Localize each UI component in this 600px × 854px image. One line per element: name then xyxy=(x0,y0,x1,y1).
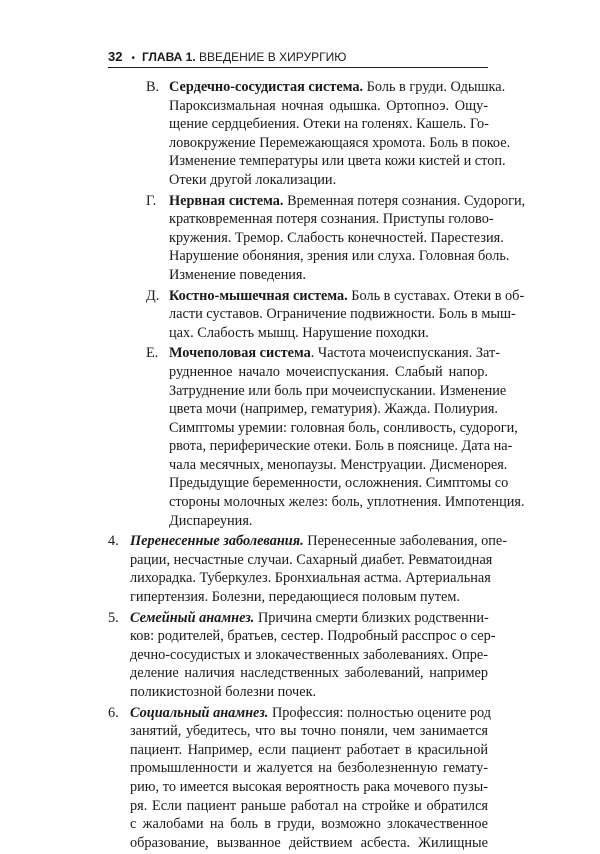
item-label: Социальный анамнез. xyxy=(130,704,269,721)
item-marker: 6. xyxy=(108,704,119,721)
item-text: Нервная система. Временная потеря сознания. Судороги, кратковременная потеря сознания. Приступы голово- кружения. Тремор. Слабость конечностей. Парестезия. Нарушение обоняния, зрения или слуха. Головная боль. Изменение поведения. xyxy=(169,192,526,283)
list-item-cardiovascular xyxy=(108,78,511,190)
item-marker: В. xyxy=(146,79,160,95)
list-item-nervous xyxy=(108,192,526,285)
item-label: Перенесенные заболевания. xyxy=(130,533,304,550)
list-item-past-illnesses xyxy=(108,532,508,606)
item-marker: Е. xyxy=(146,345,159,362)
item-label: Семейный анамнез. xyxy=(130,609,255,626)
item-label: Сердечно-сосудистая система. xyxy=(169,79,364,95)
header-rule xyxy=(108,67,488,68)
list-item-musculoskeletal xyxy=(108,287,525,343)
item-text: Костно-мышечная система. Боль в суставах. Отеки в об- ласти суставов. Ограничение подвижности. Боль в мыш- цах. Слабость мышц. Нарушение походки. xyxy=(169,287,525,341)
item-text: Социальный анамнез. Профессия: полностью оцените род занятий, убедитесь, что вы точно поняли, чем занимается пациент. Например, если пациент работает в красильной промышленности и жалуется на безболезненную гемату- рию, то имеется высокая вероятность рака мочевого пузы- ря. Если пациент раньше работал на стройке и обратился с жалобами на боль в груди, возможно злокачественное образование, вызванное действием асбеста. Жилищные xyxy=(130,704,492,851)
item-text: Сердечно-сосудистая система. Боль в груди. Одышка. Пароксизмальная ночная одышка. Ортопноэ. Ощу- щение сердцебиения. Отеки на голенях. Кашель. Го- ловокружение Перемежающаяся хромота. Боль в покое. Изменение температуры или цвета кожи кистей и стоп. Отеки другой локализации. xyxy=(169,79,511,188)
chapter-number: ГЛАВА 1. xyxy=(141,50,196,64)
item-label: Мочеполовая система xyxy=(169,345,311,362)
item-marker: Д. xyxy=(146,287,160,304)
item-label: Костно-мышечная система. xyxy=(169,287,348,304)
item-text: Перенесенные заболевания. Перенесенные заболевания, опе- рации, несчастные случаи. Сахарный диабет. Ревматоидная лихорадка. Туберкулез. Бронхиальная астма. Артериальная гипертензия. Болезни, передающиеся половым путем. xyxy=(130,533,508,606)
list-item-genitourinary xyxy=(108,344,525,530)
page-body xyxy=(108,78,526,854)
item-label: Нервная система. xyxy=(169,192,284,209)
chapter-title: ВВЕДЕНИЕ В ХИРУРГИЮ xyxy=(199,50,347,64)
item-marker: 4. xyxy=(108,533,119,550)
item-text: Мочеполовая система. Частота мочеиспускания. Зат- рудненное начало мочеиспускания. Слабый напор. Затруднение или боль при мочеиспускании. Изменение цвета мочи (например, гематурия). Жажда. Полиурия. Симптомы уремии: головная боль, сонливость, судороги, рвота, периферические отеки. Боль в пояснице. Дата на- чала месячных, менопаузы. Менструации. Дисменорея. Предыдущие беременности, осложнения. Симптомы со стороны молочных желез: боль, уплотнения. Импотенция. Диспареуния. xyxy=(169,345,525,529)
running-header xyxy=(108,50,488,66)
list-item-social-history xyxy=(108,704,492,853)
page-number: 32 xyxy=(108,49,123,64)
item-marker: 5. xyxy=(108,609,119,626)
list-item-family-history xyxy=(108,609,496,702)
item-marker: Г. xyxy=(146,192,157,209)
header-bullet: • xyxy=(131,53,135,64)
item-text: Семейный анамнез. Причина смерти близких родственни- ков: родителей, братьев, сестер. Подробный расспрос о сер- дечно-сосудистых и злокачественных заболеваниях. Опре- деление наличия наследственных заболеваний, например поликистозной болезни почек. xyxy=(130,609,496,700)
